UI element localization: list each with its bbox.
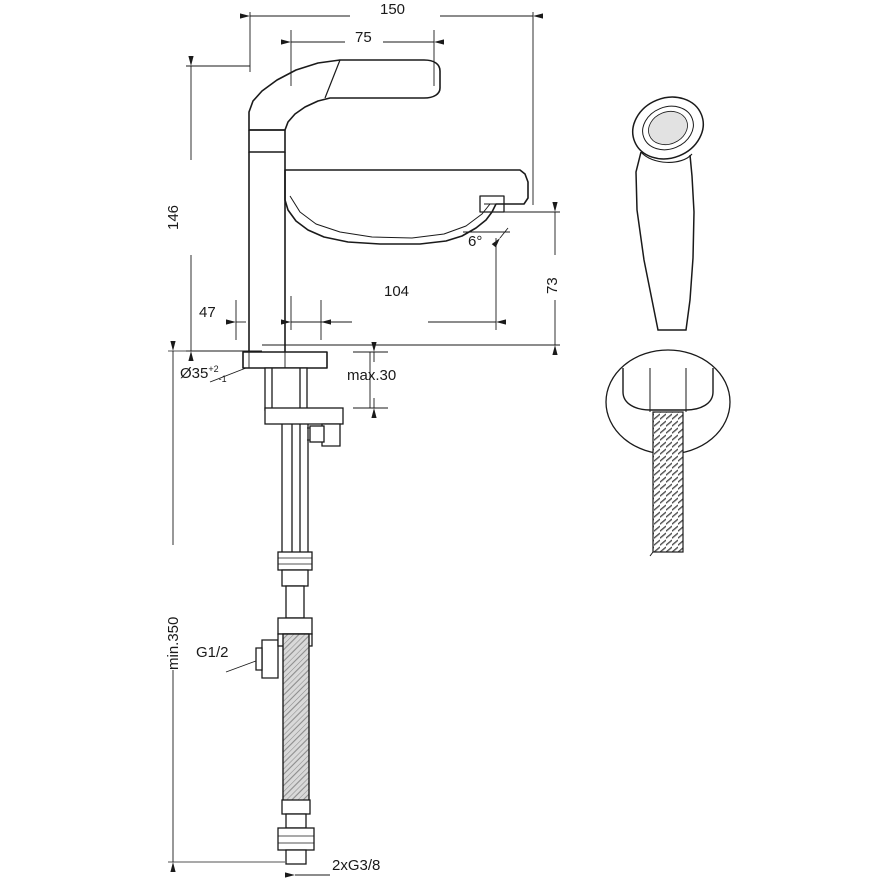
hose-end-fittings bbox=[278, 800, 314, 864]
dim-spout-reach: 104 bbox=[384, 283, 410, 300]
dim-spout-angle: 6° bbox=[468, 233, 483, 250]
hole-diameter-tol-plus: +2 bbox=[208, 364, 219, 374]
dim-spout-offset: 75 bbox=[355, 29, 372, 46]
dim-hose-min-length: min.350 bbox=[165, 616, 182, 670]
tap-shank-drawing bbox=[256, 368, 343, 678]
dim-overall-width: 150 bbox=[380, 1, 406, 18]
hand-shower-drawing bbox=[606, 87, 730, 556]
braided-hose bbox=[283, 634, 309, 802]
dim-thread-upper: G1/2 bbox=[196, 644, 229, 661]
hole-diameter-tol-minus: -1 bbox=[218, 374, 227, 384]
dim-hole-diameter bbox=[180, 365, 227, 384]
dim-spout-height: 73 bbox=[544, 277, 561, 294]
dimension-lines-group bbox=[165, 12, 560, 875]
dim-thread-lower: 2xG3/8 bbox=[332, 857, 381, 874]
hole-diameter-value: Ø35 bbox=[180, 365, 209, 382]
dim-base-depth: 47 bbox=[199, 304, 216, 321]
dim-max-thickness: max.30 bbox=[347, 367, 397, 384]
dim-body-height: 146 bbox=[165, 204, 182, 230]
